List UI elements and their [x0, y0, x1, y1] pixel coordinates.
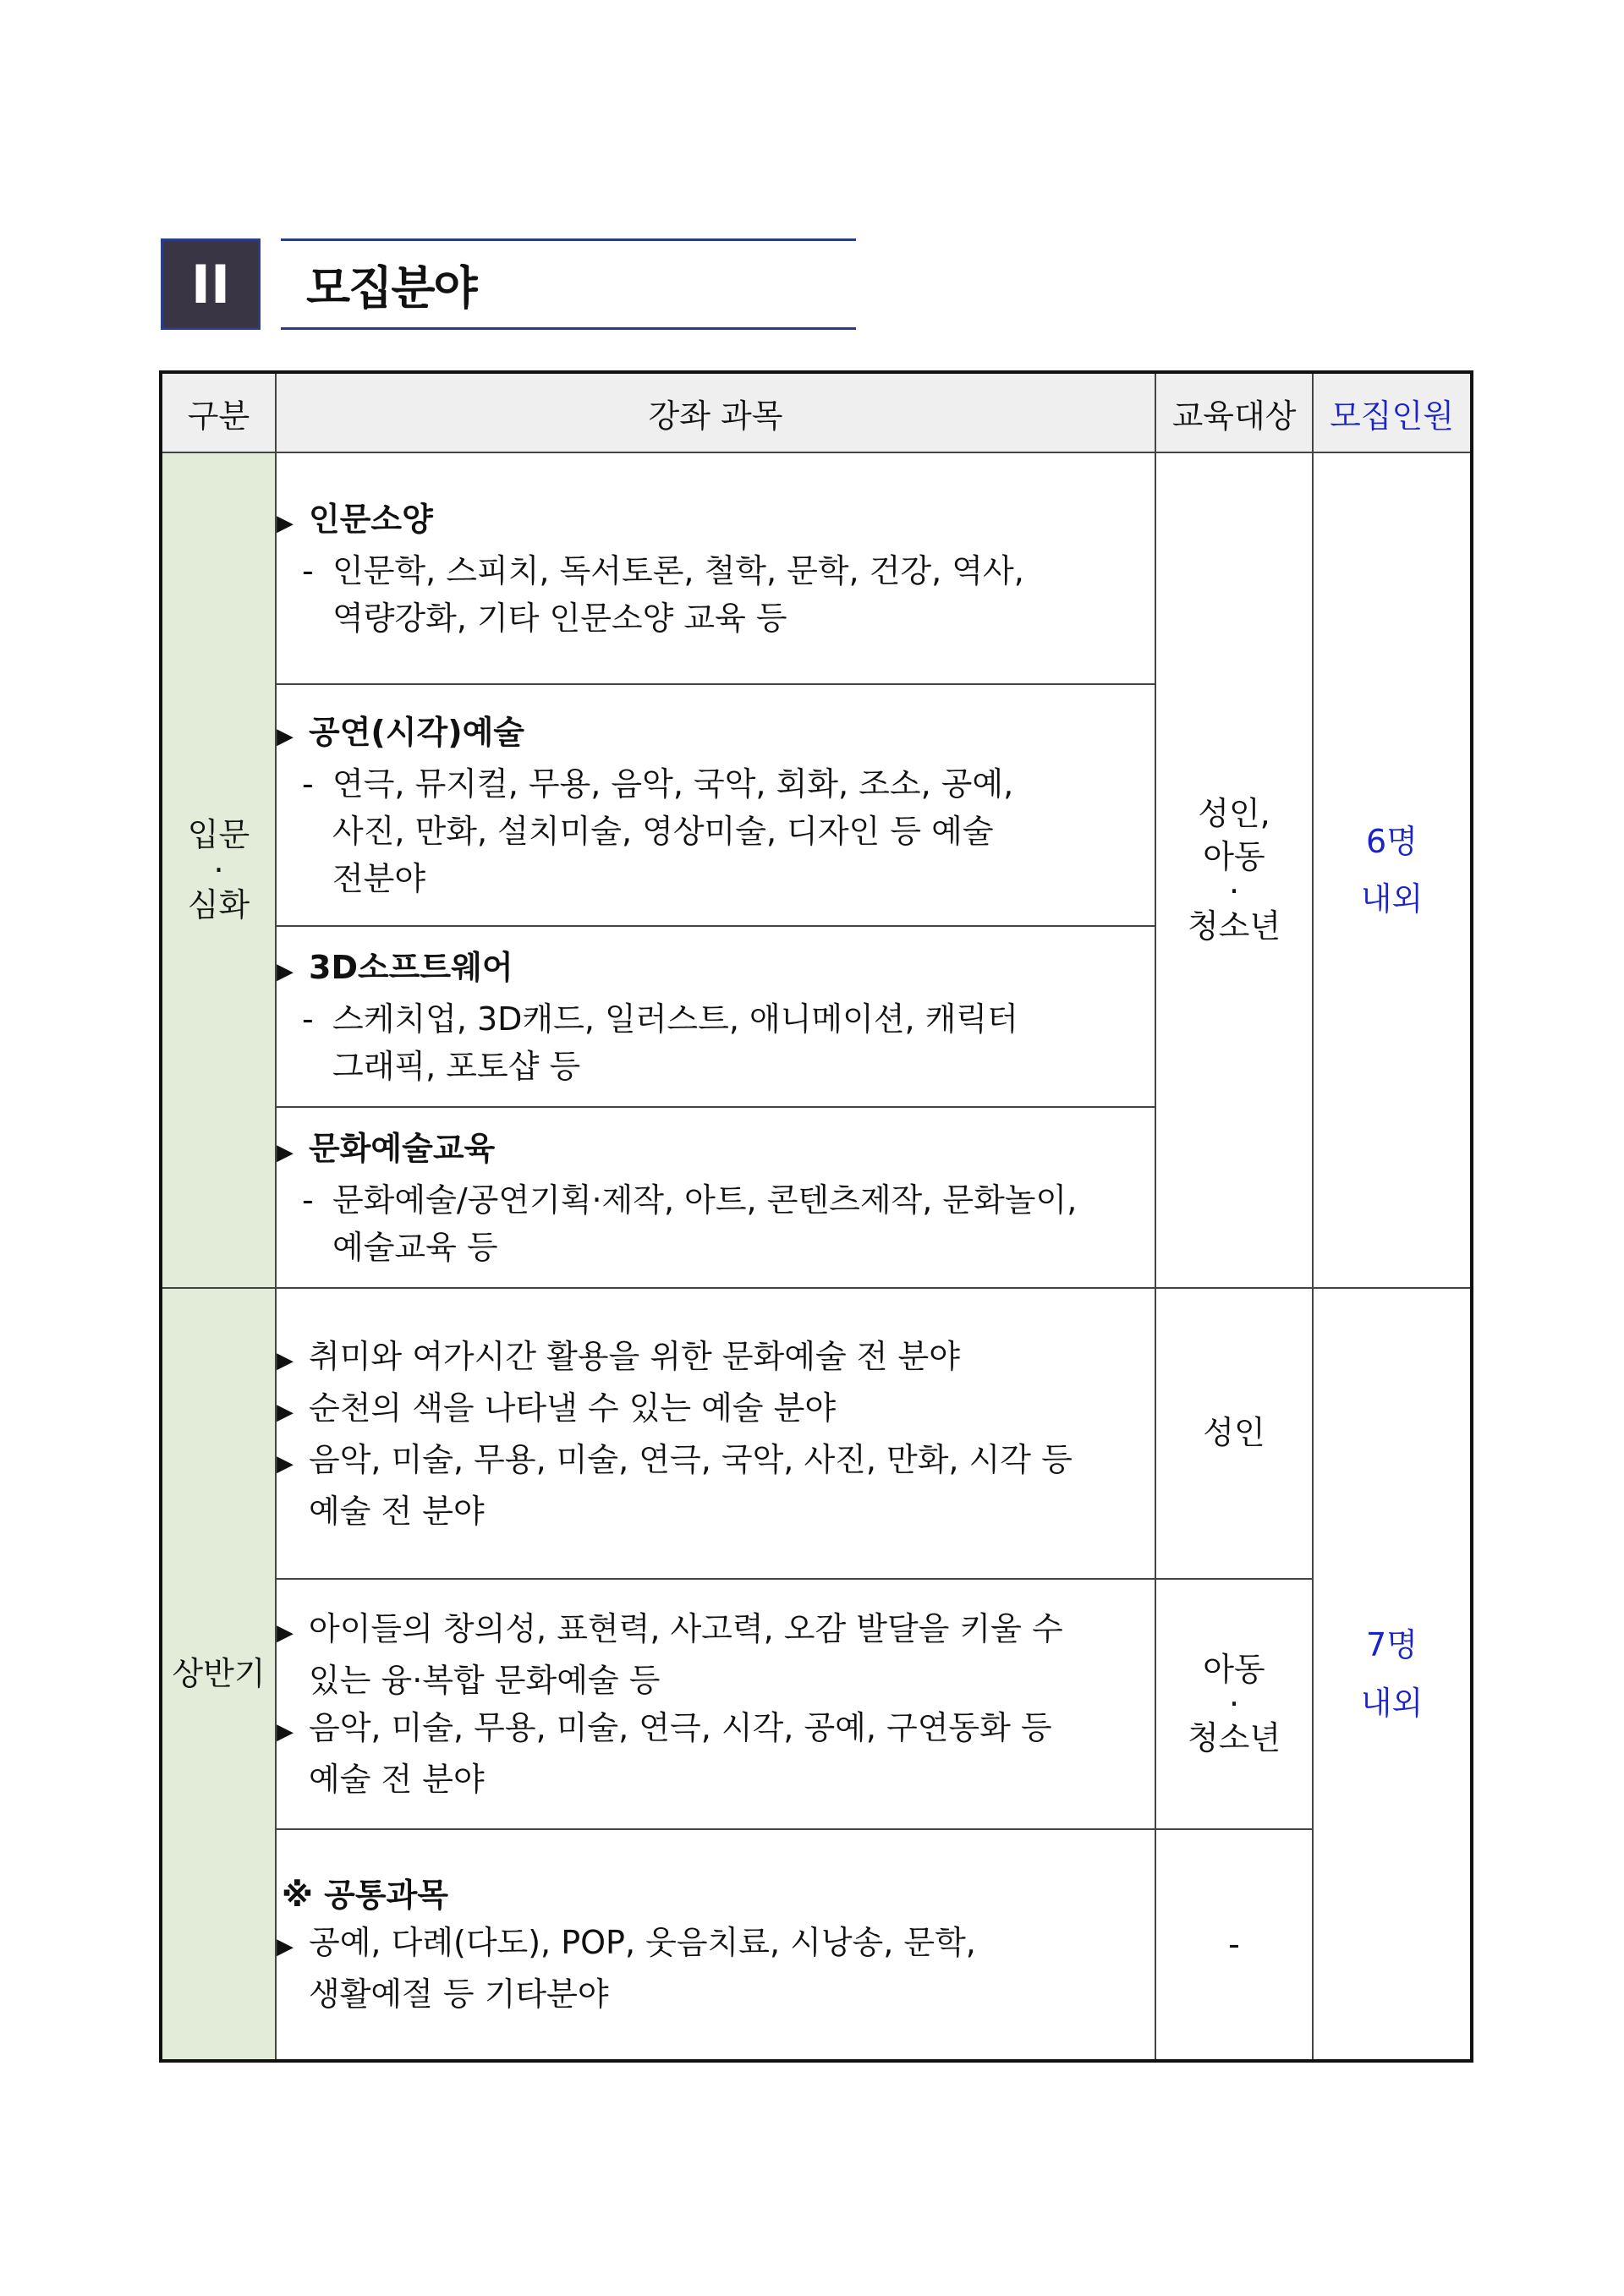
dash: - [302, 1000, 314, 1038]
course-cell [276, 1107, 1155, 1288]
bullet-item [277, 1333, 1155, 1384]
course-title-text: 3D소프트웨어 [309, 948, 513, 986]
bullet-arrow-icon: ▶ [277, 1450, 294, 1477]
category-line: · [213, 851, 224, 889]
course-title [277, 944, 1155, 995]
course-title [277, 496, 1155, 547]
bullet-text: 순천의 색을 나타낼 수 있는 예술 분야 [309, 1389, 837, 1427]
table-row [161, 1829, 1472, 2061]
course-detail-text: 역량강화, 기타 인문소양 교육 등 [332, 599, 787, 637]
section-title-box [281, 238, 856, 330]
bullet-arrow-icon: ▶ [277, 1719, 294, 1745]
category-intro-advanced [161, 452, 276, 1288]
course-detail-text: 전분야 [332, 859, 426, 897]
bullet-text: 공예, 다례(다도), POP, 웃음치료, 시낭송, 문학, [309, 1924, 976, 1961]
course-detail [277, 760, 1155, 808]
course-cell [276, 1829, 1155, 2061]
section-title: 모집분야 [306, 260, 476, 315]
target-cell [1155, 452, 1313, 1288]
course-detail-text: 그래픽, 포토샵 등 [332, 1047, 581, 1085]
header-target: 교육대상 [1155, 372, 1313, 452]
target-cell: 성인 [1155, 1288, 1313, 1579]
course-detail-text: 스케치업, 3D캐드, 일러스트, 애니메이션, 캐릭터 [332, 1000, 1018, 1038]
bullet-text: 음악, 미술, 무용, 미술, 연극, 시각, 공예, 구연동화 등 [309, 1709, 1052, 1746]
bullet-text: 음악, 미술, 무용, 미술, 연극, 국악, 사진, 만화, 시각 등 [309, 1440, 1073, 1478]
bullet-item [277, 1605, 1155, 1657]
course-title-text: 공연(시각)예술 [309, 713, 524, 751]
bullet-arrow-icon: ▶ [277, 1934, 294, 1959]
table-row [161, 452, 1472, 684]
header-row [161, 372, 1472, 452]
target-line: · [1228, 873, 1240, 911]
section-header [161, 238, 864, 332]
bullet-text: 생활예절 등 기타분야 [309, 1975, 609, 2013]
bullet-arrow-icon: ▶ [277, 1347, 294, 1373]
target-line: 성인, [1198, 794, 1270, 832]
table-row [161, 1288, 1472, 1579]
header-course: 강좌 과목 [276, 372, 1155, 452]
category-line: 입문 [187, 815, 250, 853]
bullet-arrow-icon: ▶ [277, 723, 294, 749]
bullet-item [277, 1384, 1155, 1436]
target-line: 청소년 [1187, 1719, 1281, 1757]
course-detail-text: 연극, 뮤지컬, 무용, 음악, 국악, 회화, 조소, 공예, [332, 764, 1014, 803]
target-line: 아동 [1203, 838, 1265, 876]
bullet-text: 있는 융·복합 문화예술 등 [309, 1662, 661, 1699]
header-category: 구분 [161, 372, 276, 452]
quota-line: 내외 [1360, 1684, 1424, 1722]
bullet-item [277, 1919, 1155, 1970]
quota-line: 내외 [1360, 880, 1424, 918]
dash: - [302, 1181, 314, 1219]
target-line: · [1228, 1685, 1240, 1723]
header-quota: 모집인원 [1313, 372, 1472, 452]
quota-line: 7명 [1366, 1626, 1418, 1664]
quota-cell [1313, 1288, 1472, 2061]
bullet-arrow-icon: ▶ [277, 1139, 294, 1165]
course-detail-text: 사진, 만화, 설치미술, 영상미술, 디자인 등 예술 [332, 812, 994, 850]
category-first-half: 상반기 [161, 1288, 276, 2061]
bullet-arrow-icon: ▶ [277, 510, 294, 536]
course-cell [276, 1288, 1155, 1579]
quota-line: 6명 [1366, 822, 1418, 860]
dash: - [302, 764, 314, 803]
course-title-text: 문화예술교육 [309, 1129, 496, 1167]
course-title-text: 인문소양 [309, 500, 433, 538]
course-detail-text: 예술교육 등 [332, 1228, 498, 1266]
bullet-arrow-icon: ▶ [277, 1620, 294, 1646]
target-line: 아동 [1203, 1650, 1265, 1688]
table-row [161, 1579, 1472, 1829]
course-cell [276, 684, 1155, 926]
course-title [277, 709, 1155, 760]
bullet-text: 아이들의 창의성, 표현력, 사고력, 오감 발달을 키울 수 [309, 1610, 1063, 1647]
course-detail [277, 1176, 1155, 1224]
common-subject-note: ※ 공통과목 [282, 1877, 449, 1914]
quota-cell [1313, 452, 1472, 1288]
recruitment-table [159, 370, 1473, 2063]
dash: - [302, 551, 314, 589]
course-detail-text: 문화예술/공연기획·제작, 아트, 콘텐츠제작, 문화놀이, [332, 1181, 1078, 1219]
bullet-arrow-icon: ▶ [277, 958, 294, 984]
course-detail [277, 547, 1155, 595]
course-cell [276, 452, 1155, 684]
section-number: II [161, 238, 261, 330]
target-cell: - [1155, 1829, 1313, 2061]
course-detail [277, 995, 1155, 1043]
course-title [277, 1125, 1155, 1176]
bullet-arrow-icon: ▶ [277, 1399, 294, 1425]
target-cell [1155, 1579, 1313, 1829]
target-line: 청소년 [1187, 907, 1281, 945]
bullet-text: 예술 전 분야 [309, 1761, 485, 1798]
bullet-text: 예술 전 분야 [309, 1492, 485, 1530]
category-line: 심화 [187, 886, 250, 924]
bullet-text: 취미와 여가시간 활용을 위한 문화예술 전 분야 [309, 1337, 960, 1375]
bullet-item [277, 1436, 1155, 1488]
bullet-item [277, 1704, 1155, 1756]
course-cell [276, 926, 1155, 1107]
course-detail-text: 인문학, 스피치, 독서토론, 철학, 문학, 건강, 역사, [332, 551, 1024, 589]
course-cell [276, 1579, 1155, 1829]
